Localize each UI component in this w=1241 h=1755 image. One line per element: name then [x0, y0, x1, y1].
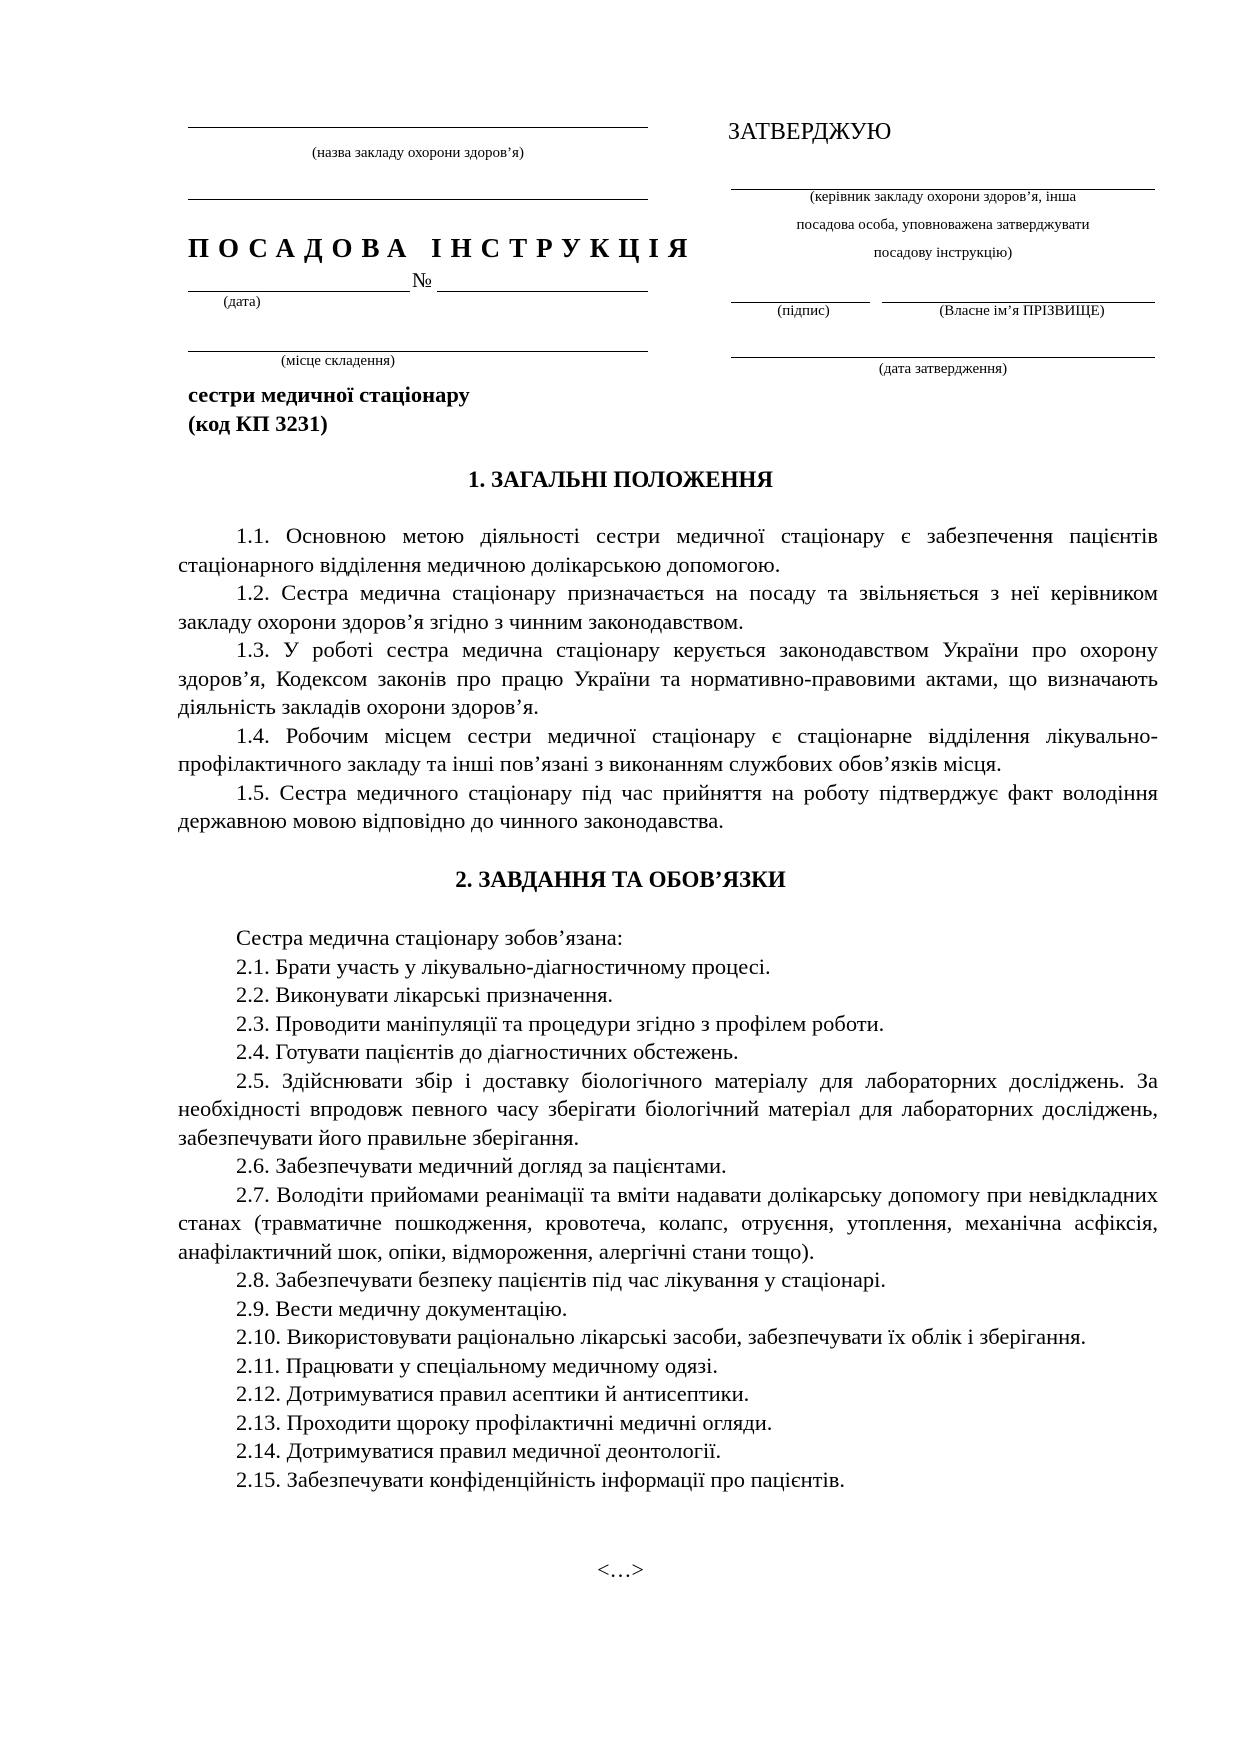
section-2-paragraph: 2.8. Забезпечувати безпеку пацієнтів під час лікування у стаціонарі.: [236, 1267, 887, 1292]
section-2-paragraph: 2.15. Забезпечувати конфіденційність інформації про пацієнтів.: [236, 1466, 845, 1492]
section-1-body: [178, 522, 1158, 836]
section-2-paragraph: 2.6. Забезпечувати медичний догляд за пацієнтами.: [236, 1153, 727, 1178]
position-code: (код КП 3231): [188, 411, 328, 436]
number-sign: №: [412, 268, 433, 292]
section-1-paragraph: 1.1. Основною метою діяльності сестри медичної стаціонару є забезпечення пацієнтів стаціонарного відділення медичною долікарською допомогою.: [178, 523, 1158, 577]
section-2-paragraph: 2.9. Вести медичну документацію.: [236, 1295, 568, 1321]
section-1-heading: 1. ЗАГАЛЬНІ ПОЛОЖЕННЯ: [468, 467, 773, 492]
head-caption-2: посадова особа, уповноважена затверджувати: [796, 217, 1090, 233]
section-2-paragraph: 2.4. Готувати пацієнтів до діагностичних обстежень.: [236, 1039, 739, 1064]
section-2-paragraph: 2.11. Працювати у спеціальному медичному одязі.: [236, 1352, 719, 1378]
section-2-paragraph: 2.1. Брати участь у лікувально-діагностичному процесі.: [236, 953, 771, 979]
section-2-body: [178, 924, 1158, 1494]
date-line: [188, 291, 410, 292]
section-2-paragraph: 2.12. Дотримуватися правил асептики й антисептики.: [236, 1381, 750, 1406]
name-caption: (Власне ім’я ПРІЗВИЩЕ): [939, 303, 1105, 319]
signature-caption: (підпис): [777, 303, 830, 319]
approve-label: ЗАТВЕРДЖУЮ: [728, 119, 892, 145]
head-caption-1: (керівник закладу охорони здоров’я, інша: [809, 189, 1077, 205]
approval-date-caption: (дата затвердження): [878, 361, 1008, 377]
section-1-paragraph: 1.4. Робочим місцем сестри медичної стаціонару є стаціонарне відділення лікувально-профілактичного закладу та інші пов’язані з виконанням службових обов’язків місця.: [178, 722, 1158, 776]
date-caption: (дата): [223, 294, 261, 310]
place-caption: (місце складення): [280, 353, 396, 369]
section-2-paragraph: 2.3. Проводити маніпуляції та процедури згідно з профілем роботи.: [236, 1010, 885, 1036]
institution-name-caption: (назва закладу охорони здоров’я): [312, 145, 524, 161]
section-2-paragraph: 2.10. Використовувати раціонально лікарські засоби, забезпечувати їх облік і зберігання.: [236, 1324, 1087, 1349]
institution-name-line: [188, 127, 648, 128]
approval-date-line: [731, 357, 1155, 358]
section-2-paragraph: 2.7. Володіти прийомами реанімації та вміти надавати долікарську допомогу при невідкладних станах (травматичне пошкодження, кровотеча, колапс, отруєння, утоплення, механічна асфіксія, анафілактичний шок, опіки, відмороження, алергічні стани тощо).: [178, 1181, 1158, 1264]
institution-name-line-2: [188, 199, 648, 200]
section-1-paragraph: 1.3. У роботі сестра медична стаціонару керується законодавством України про охорону здоров’я, Кодексом законів про працю України та нормативно-правовими актами, що визначають діяльність закладів охорони здоров’я.: [178, 637, 1158, 719]
section-2-paragraph: 2.14. Дотримуватися правил медичної деонтології.: [236, 1438, 722, 1463]
document-title: ПОСАДОВА ІНСТРУКЦІЯ: [188, 233, 697, 263]
section-2-paragraph: 2.5. Здійснювати збір і доставку біологічного матеріалу для лабораторних досліджень. За необхідності впродовж певного часу зберігати біологічний матеріал для лабораторних досліджень, забезпечувати його правильне зберігання.: [178, 1067, 1158, 1150]
section-2-paragraph: Сестра медична стаціонару зобов’язана:: [236, 925, 623, 950]
section-1-paragraph: 1.2. Сестра медична стаціонару призначається на посаду та звільняється з неї керівником закладу охорони здоров’я згідно з чинним законодавством.: [178, 580, 1158, 634]
section-1-paragraph: 1.5. Сестра медичного стаціонару під час прийняття на роботу підтверджує факт володіння державною мовою відповідно до чинного законодавства.: [178, 779, 1158, 833]
section-2-paragraph: 2.2. Виконувати лікарські призначення.: [236, 982, 614, 1007]
head-caption-3: посадову інструкцію): [873, 245, 1013, 261]
section-2-heading: 2. ЗАВДАННЯ ТА ОБОВ’ЯЗКИ: [455, 867, 786, 892]
place-line: [188, 351, 648, 352]
position-title: сестри медичної стаціонару: [188, 382, 470, 407]
number-line: [437, 291, 648, 292]
section-2-paragraph: 2.13. Проходити щороку профілактичні медичні огляди.: [236, 1409, 773, 1435]
continuation-ellipsis: <…>: [597, 1557, 644, 1582]
